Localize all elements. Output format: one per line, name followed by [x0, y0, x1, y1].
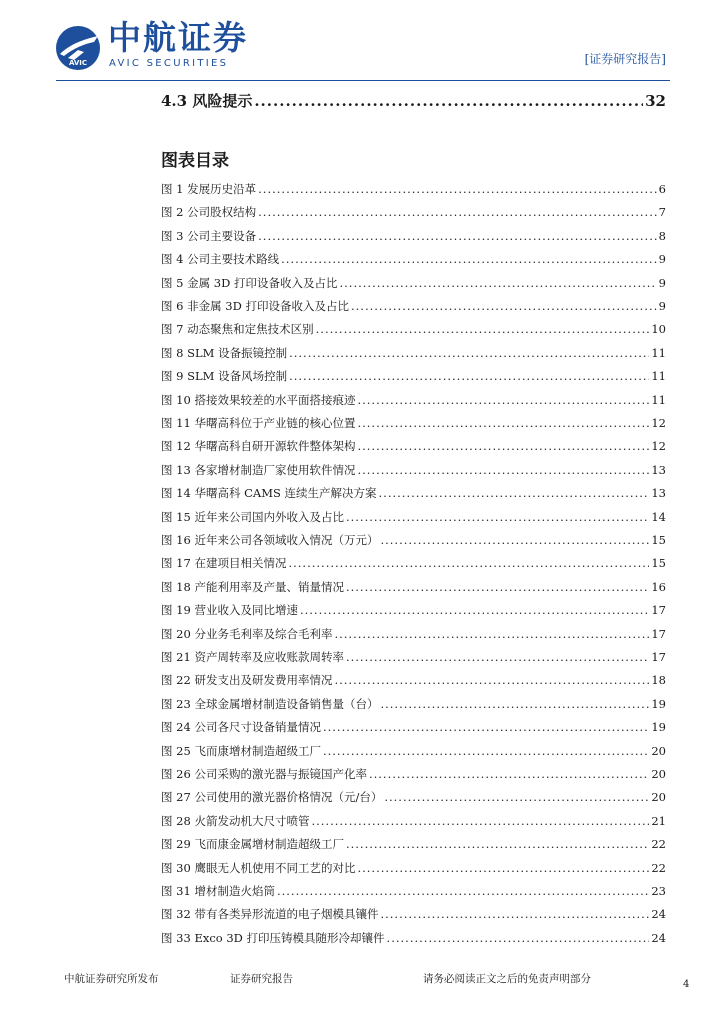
toc-leader-dots	[289, 345, 649, 361]
figure-entry-label: 图 9 SLM 设备风场控制	[161, 369, 288, 384]
logo-chinese-name: 中航证券	[108, 18, 248, 57]
figure-entry-label: 图 1 发展历史沿革	[161, 182, 257, 196]
toc-leader-dots	[357, 860, 649, 876]
figure-entry-label: 图 13 各家增材制造厂家使用软件情况	[161, 462, 356, 477]
toc-leader-dots	[380, 696, 649, 712]
toc-entry-label: 4.3 风险提示	[161, 92, 253, 110]
figure-entry-label: 图 6 非金属 3D 打印设备收入及占比	[161, 299, 349, 313]
figure-toc-entry[interactable]	[161, 602, 666, 618]
figure-entry-page: 18	[651, 673, 666, 688]
figure-toc-entry[interactable]	[161, 462, 666, 478]
toc-leader-dots	[254, 90, 643, 112]
figure-entry-page: 21	[651, 813, 666, 828]
figure-entry-label: 图 33 Exco 3D 打印压铸模具随形冷却镶件	[161, 930, 385, 945]
figure-entry-page: 6	[658, 182, 666, 196]
toc-leader-dots	[316, 321, 650, 337]
figure-entry-page: 23	[651, 884, 666, 898]
figure-entry-page: 11	[651, 345, 666, 360]
toc-leader-dots	[334, 672, 649, 688]
figure-toc-entry[interactable]	[161, 228, 666, 244]
figure-entry-label: 图 17 在建项目相关情况	[161, 556, 287, 571]
figure-entry-page: 20	[651, 743, 666, 758]
figure-entry-page: 17	[651, 650, 666, 664]
figure-toc-entry[interactable]	[161, 532, 666, 548]
figure-entry-label: 图 10 搭接效果较差的水平面搭接痕迹	[161, 392, 356, 407]
figure-toc-entry[interactable]	[161, 485, 666, 501]
figure-entry-page: 19	[651, 720, 666, 735]
toc-leader-dots	[346, 836, 649, 852]
figure-entry-label: 图 19 营业收入及同比增速	[161, 603, 298, 618]
figure-toc-entry[interactable]	[161, 719, 666, 735]
figure-entry-page: 22	[651, 860, 666, 875]
toc-leader-dots	[258, 228, 657, 244]
toc-leader-dots	[357, 392, 649, 408]
toc-leader-dots	[357, 438, 649, 454]
page-header	[0, 0, 724, 84]
toc-leader-dots	[277, 883, 649, 899]
figure-toc-entry[interactable]	[161, 392, 666, 408]
figure-entry-page: 19	[651, 696, 666, 711]
figure-toc-entry[interactable]	[161, 906, 666, 922]
figure-entry-label: 图 28 火箭发动机大尺寸喷管	[161, 813, 310, 828]
figure-toc-entry[interactable]	[161, 204, 666, 220]
figure-entry-label: 图 14 华曙高科 CAMS 连续生产解决方案	[161, 486, 377, 501]
figure-toc-entry[interactable]	[161, 789, 666, 805]
figure-entry-page: 8	[658, 228, 666, 243]
toc-leader-dots	[323, 719, 649, 735]
toc-leader-dots	[351, 298, 657, 314]
toc-leader-dots	[369, 766, 649, 782]
figure-toc-entry[interactable]	[161, 579, 666, 595]
figure-toc-entry[interactable]	[161, 251, 666, 267]
page-number: 4	[683, 979, 690, 990]
toc-leader-dots	[323, 743, 649, 759]
figure-toc-entry[interactable]	[161, 649, 666, 665]
figure-toc-entry[interactable]	[161, 298, 666, 314]
figure-entry-page: 20	[651, 767, 666, 781]
figure-entry-label: 图 20 分业务毛利率及综合毛利率	[161, 626, 333, 641]
figure-entry-label: 图 7 动态聚焦和定焦技术区别	[161, 322, 314, 337]
figure-entry-label: 图 31 增材制造火焰筒	[161, 884, 275, 898]
svg-text:AVIC: AVIC	[68, 59, 88, 67]
figure-entry-page: 20	[651, 790, 666, 805]
figure-toc-entry[interactable]	[161, 883, 666, 899]
figure-entry-page: 15	[651, 533, 666, 547]
figure-entry-label: 图 5 金属 3D 打印设备收入及占比	[161, 275, 338, 290]
figure-toc-entry[interactable]	[161, 181, 666, 197]
figure-entry-page: 15	[651, 556, 666, 571]
figure-toc-entry[interactable]	[161, 930, 666, 946]
figure-entry-label: 图 29 飞而康金属增材制造超级工厂	[161, 837, 344, 852]
figure-entry-label: 图 12 华曙高科自研开源软件整体架构	[161, 439, 356, 454]
toc-leader-dots	[380, 906, 649, 922]
toc-leader-dots	[346, 579, 649, 595]
figure-entry-label: 图 23 全球金属增材制造设备销售量（台）	[161, 696, 379, 711]
toc-leader-dots	[339, 275, 656, 291]
figure-toc-entry[interactable]	[161, 275, 666, 291]
figure-toc-entry[interactable]	[161, 766, 666, 782]
toc-leader-dots	[281, 251, 657, 267]
figure-toc-entry[interactable]	[161, 438, 666, 454]
toc-leader-dots	[334, 626, 649, 642]
figure-entry-page: 13	[651, 462, 666, 477]
figure-entry-page: 11	[651, 369, 666, 384]
figure-toc-entry[interactable]	[161, 696, 666, 712]
figure-entry-page: 10	[651, 322, 666, 337]
figure-entry-page: 24	[651, 907, 666, 922]
figure-toc-entry[interactable]	[161, 368, 666, 384]
toc-leader-dots	[346, 509, 649, 525]
figure-entry-page: 16	[651, 579, 666, 594]
figure-entry-label: 图 22 研发支出及研发费用率情况	[161, 673, 333, 688]
figure-entry-label: 图 16 近年来公司各领域收入情况（万元）	[161, 533, 379, 547]
figure-entry-label: 图 3 公司主要设备	[161, 228, 257, 243]
page-footer	[0, 972, 724, 992]
toc-leader-dots	[346, 649, 649, 665]
figure-entry-label: 图 26 公司采购的激光器与振镜国产化率	[161, 767, 367, 781]
figure-entry-page: 17	[651, 626, 666, 641]
figure-entry-page: 11	[651, 392, 666, 407]
figure-toc-entry[interactable]	[161, 860, 666, 876]
figure-entry-label: 图 24 公司各尺寸设备销量情况	[161, 720, 321, 735]
figure-entry-page: 9	[658, 299, 666, 313]
figure-toc-entry[interactable]	[161, 813, 666, 829]
avic-logo-icon	[54, 24, 102, 72]
figure-entry-page: 9	[658, 275, 666, 290]
figure-toc-entry[interactable]	[161, 836, 666, 852]
figure-toc-entry[interactable]	[161, 415, 666, 431]
toc-leader-dots	[380, 532, 649, 548]
toc-leader-dots	[387, 930, 650, 946]
toc-leader-dots	[288, 555, 649, 571]
toc-leader-dots	[311, 813, 649, 829]
toc-leader-dots	[289, 368, 649, 384]
footer-report-type: 证券研究报告	[230, 973, 293, 985]
figure-entry-label: 图 4 公司主要技术路线	[161, 252, 280, 267]
toc-leader-dots	[300, 602, 649, 618]
figure-entry-label: 图 21 资产周转率及应收账款周转率	[161, 650, 344, 664]
figure-entry-page: 12	[651, 416, 666, 430]
figure-entry-label: 图 11 华曙高科位于产业链的核心位置	[161, 416, 356, 430]
figure-entry-label: 图 2 公司股权结构	[161, 205, 257, 220]
figure-toc-entry[interactable]	[161, 743, 666, 759]
figure-entry-page: 12	[651, 439, 666, 454]
figure-entry-label: 图 27 公司使用的激光器价格情况（元/台）	[161, 790, 383, 805]
toc-leader-dots	[357, 415, 649, 431]
header-divider	[56, 80, 670, 81]
figure-entry-page: 9	[658, 252, 666, 267]
figure-entry-label: 图 8 SLM 设备振镜控制	[161, 345, 288, 360]
figure-entry-page: 24	[651, 930, 666, 945]
report-type-tag: [证券研究报告]	[584, 52, 666, 66]
figure-entry-label: 图 18 产能利用率及产量、销量情况	[161, 579, 344, 594]
figure-entry-label: 图 32 带有各类异形流道的电子烟模具镶件	[161, 907, 379, 922]
figure-toc-entry[interactable]	[161, 672, 666, 688]
figure-entry-page: 7	[658, 205, 666, 220]
figures-list-title: 图表目录	[161, 151, 229, 171]
figure-entry-page: 14	[651, 509, 666, 524]
figure-toc-entry[interactable]	[161, 626, 666, 642]
toc-leader-dots	[258, 204, 657, 220]
toc-entry-page: 32	[645, 92, 666, 110]
figure-toc-entry[interactable]	[161, 321, 666, 337]
figure-entry-label: 图 15 近年来公司国内外收入及占比	[161, 509, 344, 524]
figure-entry-page: 13	[651, 486, 666, 501]
toc-leader-dots	[258, 181, 657, 197]
figure-entry-page: 22	[651, 837, 666, 852]
figure-entry-page: 17	[651, 603, 666, 618]
figure-toc-entry[interactable]	[161, 345, 666, 361]
toc-entry-risk[interactable]	[161, 90, 666, 112]
footer-disclaimer: 请务必阅读正文之后的免责声明部分	[423, 973, 591, 985]
figure-entry-label: 图 30 鹰眼无人机使用不同工艺的对比	[161, 860, 356, 875]
toc-leader-dots	[379, 485, 650, 501]
toc-leader-dots	[357, 462, 649, 478]
logo-english-name: AVIC SECURITIES	[109, 58, 229, 69]
footer-publisher: 中航证券研究所发布	[64, 973, 159, 985]
figure-entry-label: 图 25 飞而康增材制造超级工厂	[161, 743, 321, 758]
figure-toc-entry[interactable]	[161, 509, 666, 525]
figure-toc-entry[interactable]	[161, 555, 666, 571]
toc-leader-dots	[384, 789, 649, 805]
